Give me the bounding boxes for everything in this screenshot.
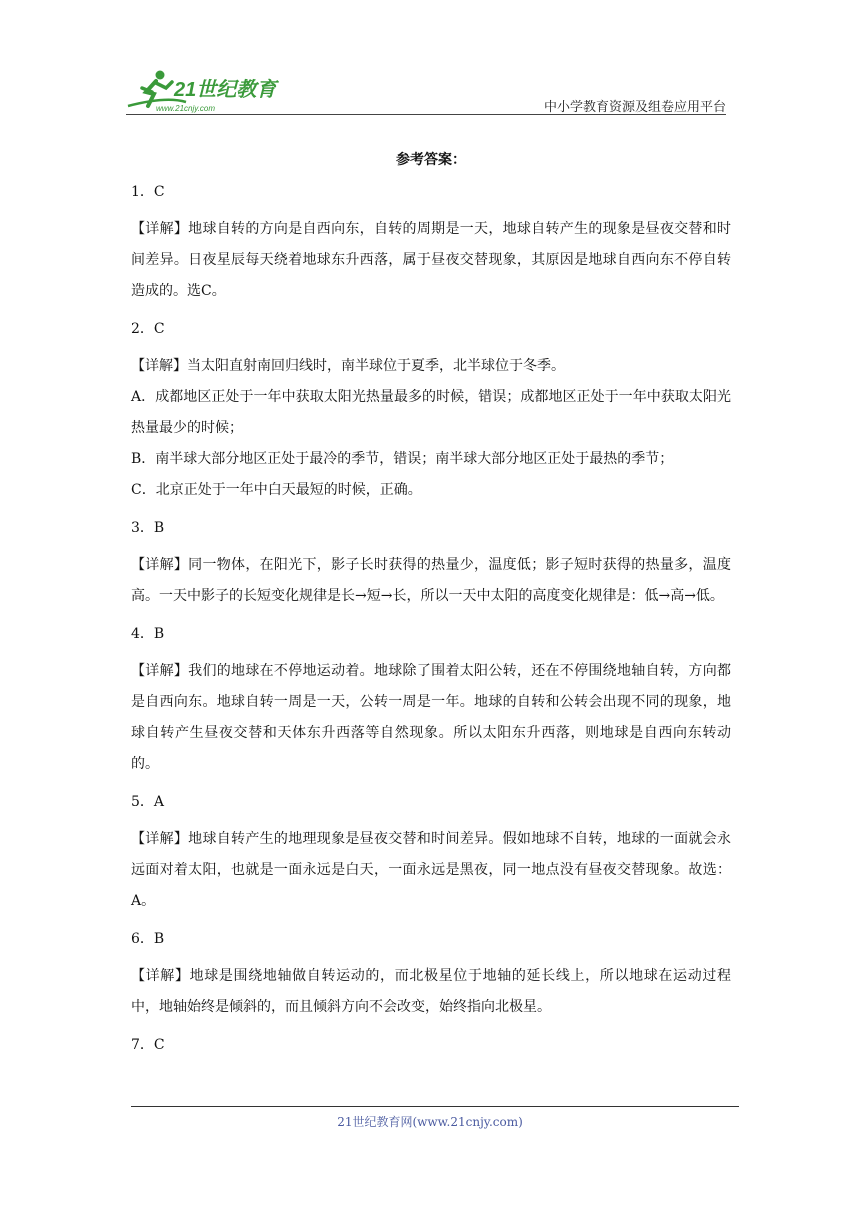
page-title: 参考答案： [396,152,466,168]
answer-option-note: A．成都地区正处于一年中获取太阳光热量最多的时候，错误；成都地区正处于一年中获取太阳光热量最少的时候； [131,389,731,436]
answer-item [131,929,731,1023]
answer-explanation: 【详解】地球自转产生的地理现象是昼夜交替和时间差异。假如地球不自转，地球的一面就会永远面对着太阳，也就是一面永远是白天，一面永远是黑夜，同一地点没有昼夜交替现象。故选：A。 [131,831,731,909]
answer-explanation: 【详解】地球是围绕地轴做自转运动的，而北极星位于地轴的延长线上，所以地球在运动过程中，地轴始终是倾斜的，而且倾斜方向不会改变，始终指向北极星。 [131,968,731,1015]
page-footer: 21世纪教育网(www.21cnjy.com) [337,1115,523,1129]
answer-number: 2．C [131,321,165,337]
answer-number: 7．C [131,1037,165,1053]
logo [126,66,296,116]
header-divider [126,114,726,115]
answer-item [131,792,731,917]
answer-item [131,182,731,307]
question-list [131,182,731,1055]
logo-text: 21世纪教育 [174,79,277,101]
answer-explanation: 【详解】同一物体，在阳光下，影子长时获得的热量少，温度低；影子短时获得的热量多，温度高。一天中影子的长短变化规律是长→短→长，所以一天中太阳的高度变化规律是：低→高→低。 [131,557,731,604]
footer-divider [131,1106,739,1107]
answer-number: 4．B [131,626,165,642]
answer-option-note: B．南半球大部分地区正处于最冷的季节，错误；南半球大部分地区正处于最热的季节； [131,451,674,467]
answer-item [131,319,731,506]
answer-item [131,624,731,780]
page-header [126,66,726,116]
logo-url: www.21cnjy.com [156,104,215,113]
answer-option-note: C．北京正处于一年中白天最短的时候，正确。 [131,482,422,498]
answer-explanation: 【详解】当太阳直射南回归线时，南半球位于夏季，北半球位于冬季。 [131,358,565,374]
answer-content [131,150,731,1067]
answer-number: 5．A [131,794,165,810]
answer-number: 6．B [131,931,165,947]
answer-number: 1．C [131,184,165,200]
answer-explanation: 【详解】我们的地球在不停地运动着。地球除了围着太阳公转，还在不停围绕地轴自转，方向都是自西向东。地球自转一周是一天，公转一周是一年。地球的自转和公转会出现不同的现象，地球自转产生昼夜交替和天体东升西落等自然现象。所以太阳东升西落，则地球是自西向东转动的。 [131,663,731,772]
answer-explanation: 【详解】地球自转的方向是自西向东，自转的周期是一天，地球自转产生的现象是昼夜交替和时间差异。日夜星辰每天绕着地球东升西落，属于昼夜交替现象，其原因是地球自西向东不停自转造成的。选C。 [131,221,731,299]
answer-number: 3．B [131,520,165,536]
answer-item [131,518,731,612]
answer-item [131,1035,731,1055]
header-tagline: 中小学教育资源及组卷应用平台 [543,100,726,115]
